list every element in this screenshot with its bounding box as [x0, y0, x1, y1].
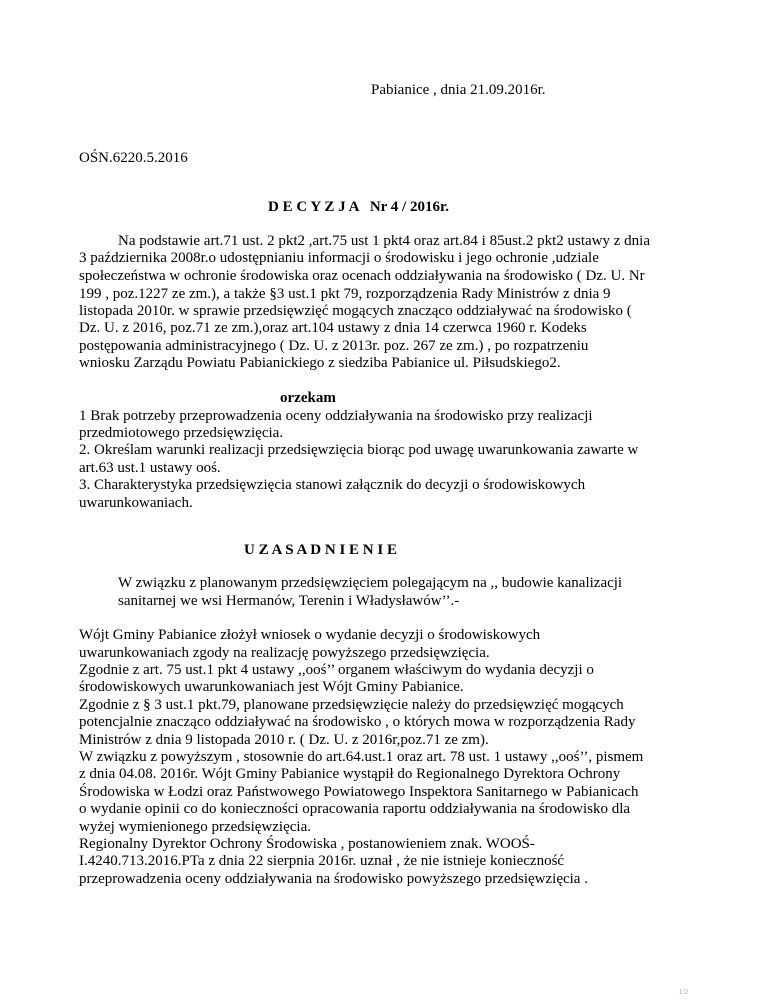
justification-heading: U Z A S A D N I E N I E [244, 542, 397, 558]
justification-line: Regionalny Dyrektor Ochrony Środowiska , postanowieniem znak. WOOŚ- [79, 836, 535, 852]
ruling-line: przedmiotowego przedsięwzięcia. [79, 425, 284, 441]
preamble-line: 3 października 2008r.o udostępnianiu informacji o środowisku i jego ochronie ,udziale [79, 250, 599, 266]
ruling-heading: orzekam [280, 390, 336, 406]
justification-line: Wójt Gminy Pabianice złożył wniosek o wydanie decyzji o środowiskowych [79, 627, 541, 643]
preamble-line: społeczeństwa w ochronie środowiska oraz ocenach oddziaływania na środowisko ( Dz. U. Nr [79, 268, 645, 284]
ruling-line: 1 Brak potrzeby przeprowadzenia oceny oddziaływania na środowisko przy realizacji [79, 408, 593, 424]
ruling-line: uwarunkowaniach. [79, 495, 193, 511]
preamble-line: Na podstawie art.71 ust. 2 pkt2 ,art.75 ust 1 pkt4 oraz art.84 i 85ust.2 pkt2 ustawy z dnia [118, 233, 650, 249]
page-number: 1/2 [679, 988, 688, 996]
ruling-line: art.63 ust.1 ustawy ooś. [79, 460, 221, 476]
context-line: sanitarnej we wsi Hermanów, Terenin i Władysławów’’.- [118, 593, 460, 609]
ruling-line: 3. Charakterystyka przedsięwzięcia stanowi załącznik do decyzji o środowiskowych [79, 477, 586, 493]
justification-line: I.4240.713.2016.PTa z dnia 22 sierpnia 2016r. uznał , że nie istnieje konieczność [79, 853, 565, 869]
justification-line: o wydanie opinii co do konieczności opracowania raportu oddziaływania na środowisko dla [79, 801, 631, 817]
preamble-line: 199 , poz.1227 ze zm.), a także §3 ust.1 pkt 79, rozporządzenia Rady Ministrów z dnia 9 [79, 286, 611, 302]
justification-line: wyżej wymienionego przedsięwzięcia. [79, 819, 311, 835]
justification-line: z dnia 04.08. 2016r. Wójt Gminy Pabianice wystąpił do Regionalnego Dyrektora Ochrony [79, 766, 621, 782]
decision-title: D E C Y Z J A Nr 4 / 2016r. [268, 199, 449, 215]
justification-line: Zgodnie z art. 75 ust.1 pkt 4 ustawy ,,ooś’’ organem właściwym do wydania decyzji o [79, 662, 594, 678]
preamble-line: wniosku Zarządu Powiatu Pabianickiego z siedziba Pabianice ul. Piłsudskiego2. [79, 355, 561, 371]
ruling-line: 2. Określam warunki realizacji przedsięwzięcia biorąc pod uwagę uwarunkowania zawarte w [79, 442, 639, 458]
justification-line: Środowiska w Łodzi oraz Państwowego Powiatowego Inspektora Sanitarnego w Pabianicach [79, 784, 639, 800]
place-date: Pabianice , dnia 21.09.2016r. [371, 82, 546, 98]
justification-line: potencjalnie znacząco oddziaływać na środowisko , o których mowa w rozporządzenia Rady [79, 714, 636, 730]
justification-line: przeprowadzenia oceny oddziaływania na środowisko powyższego przedsięwzięcia . [79, 871, 588, 887]
justification-line: środowiskowych uwarunkowaniach jest Wójt Gminy Pabianice. [79, 679, 464, 695]
justification-line: Ministrów z dnia 9 listopada 2010 r. ( Dz. U. z 2016r,poz.71 ze zm). [79, 732, 489, 748]
reference-number: OŚN.6220.5.2016 [79, 150, 188, 166]
preamble-line: listopada 2010r. w sprawie przedsięwzięć mogących znacząco oddziaływać na środowisko ( [79, 303, 632, 319]
justification-line: uwarunkowaniach zgody na realizację powyższego przedsięwzięcia. [79, 645, 490, 661]
justification-line: W związku z powyższym , stosownie do art.64.ust.1 oraz art. 78 ust. 1 ustawy ,,ooś’’, pismem [79, 749, 644, 765]
preamble-line: Dz. U. z 2016, poz.71 ze zm.),oraz art.104 ustawy z dnia 14 czerwca 1960 r. Kodeks [79, 320, 587, 336]
context-line: W związku z planowanym przedsięwzięciem polegającym na ,, budowie kanalizacji [118, 575, 623, 591]
preamble-line: postępowania administracyjnego ( Dz. U. z 2013r. poz. 267 ze zm.) , po rozpatrzeniu [79, 338, 589, 354]
justification-line: Zgodnie z § 3 ust.1 pkt.79, planowane przedsięwzięcie należy do przedsięwzięć mogących [79, 697, 624, 713]
